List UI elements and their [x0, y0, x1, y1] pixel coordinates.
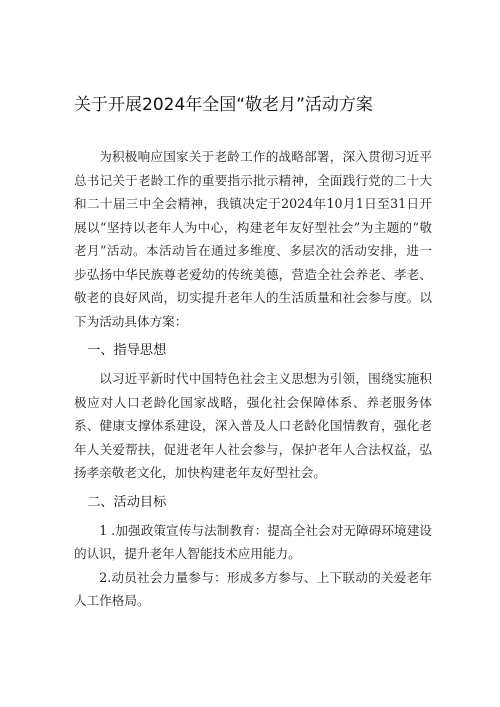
- goal-item-1: 1 .加强政策宣传与法制教育：提高全社会对无障碍环境建设的认识，提升老年人智能技术应用能力。: [74, 522, 432, 561]
- intro-paragraph: 为积极响应国家关于老龄工作的战略部署，深入贯彻习近平总书记关于老龄工作的重要指示批示精神，全面践行党的二十大和二十届三中全会精神，我镇决定于2024年10月1日至31日开展以“坚持以老年人为中心，构建老年友好型社会”为主题的“敬老月”活动。本活动旨在通过多维度、多层次的活动安排，进一步弘扬中华民族尊老爱幼的传统美德，营造全社会养老、孝老、敬老的良好风尚，切实提升老年人的生活质量和社会参与度。以下为活动具体方案：: [74, 149, 432, 329]
- document-title: 关于开展2024年全国“敬老月”活动方案: [74, 95, 373, 115]
- goal-item-2: 2.动员社会力量参与：形成多方参与、上下联动的关爱老年人工作格局。: [74, 569, 432, 608]
- guiding-ideology-paragraph: 以习近平新时代中国特色社会主义思想为引领，围绕实施积极应对人口老龄化国家战略，强化社会保障体系、养老服务体系、健康支撑体系建设，深入普及人口老龄化国情教育，强化老年人关爱帮扶，促进老年人社会参与，保护老年人合法权益，弘扬孝亲敬老文化，加快构建老年友好型社会。: [74, 371, 432, 480]
- section-heading-guiding-ideology: 一、指导思想: [87, 343, 167, 358]
- section-heading-activity-goals: 二、活动目标: [87, 494, 167, 510]
- document-body: [74, 145, 432, 613]
